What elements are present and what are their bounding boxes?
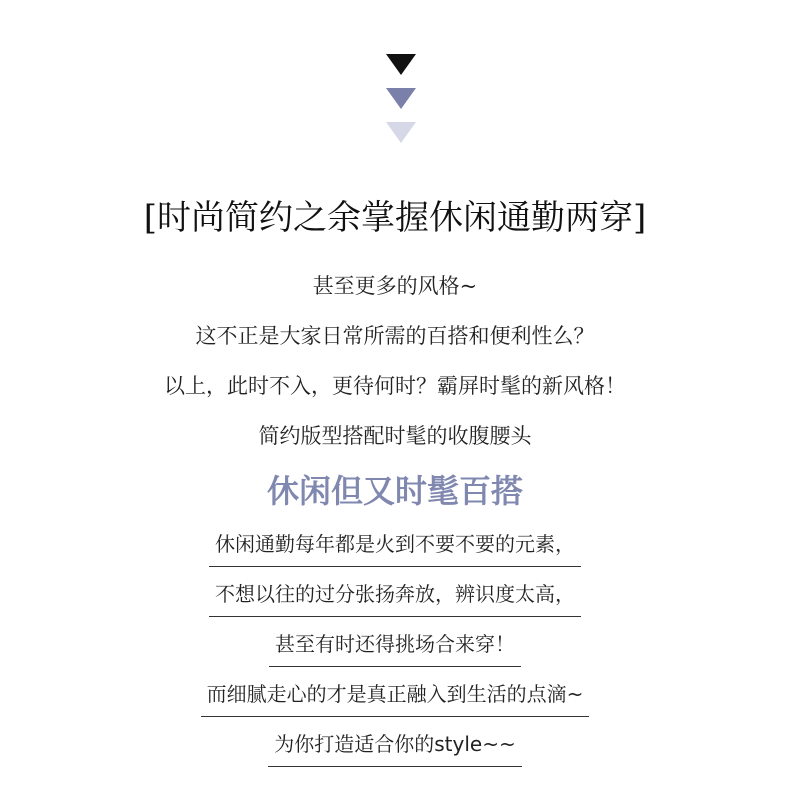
underlined-line-text: 不想以往的过分张扬奔放，辨识度太高， [209, 580, 581, 617]
down-triangle-icon [386, 88, 416, 109]
intro-line: 以上，此时不入，更待何时？霸屏时髦的新风格！ [164, 374, 626, 398]
intro-line: 甚至更多的风格~ [312, 274, 478, 298]
underlined-line [0, 580, 790, 617]
underlined-line-text: 休闲通勤每年都是火到不要不要的元素， [209, 530, 581, 567]
underlined-line [0, 730, 790, 767]
underlined-line [0, 630, 790, 667]
down-triangle-icon [386, 122, 416, 143]
intro-line: 简约版型搭配时髦的收腹腰头 [258, 424, 532, 448]
underlined-line-text: 甚至有时还得挑场合来穿！ [269, 630, 521, 667]
underlined-line-text: 而细腻走心的才是真正融入到生活的点滴~ [201, 680, 590, 717]
page-title: [时尚简约之余掌握休闲通勤两穿] [143, 198, 647, 238]
underlined-line [0, 680, 790, 717]
intro-line: 这不正是大家日常所需的百搭和便利性么？ [195, 324, 595, 348]
highlight-heading: 休闲但又时髦百搭 [266, 472, 523, 510]
underlined-line-text: 为你打造适合你的style~~ [268, 730, 521, 767]
down-triangle-icon [386, 54, 416, 75]
underlined-line [0, 530, 790, 567]
